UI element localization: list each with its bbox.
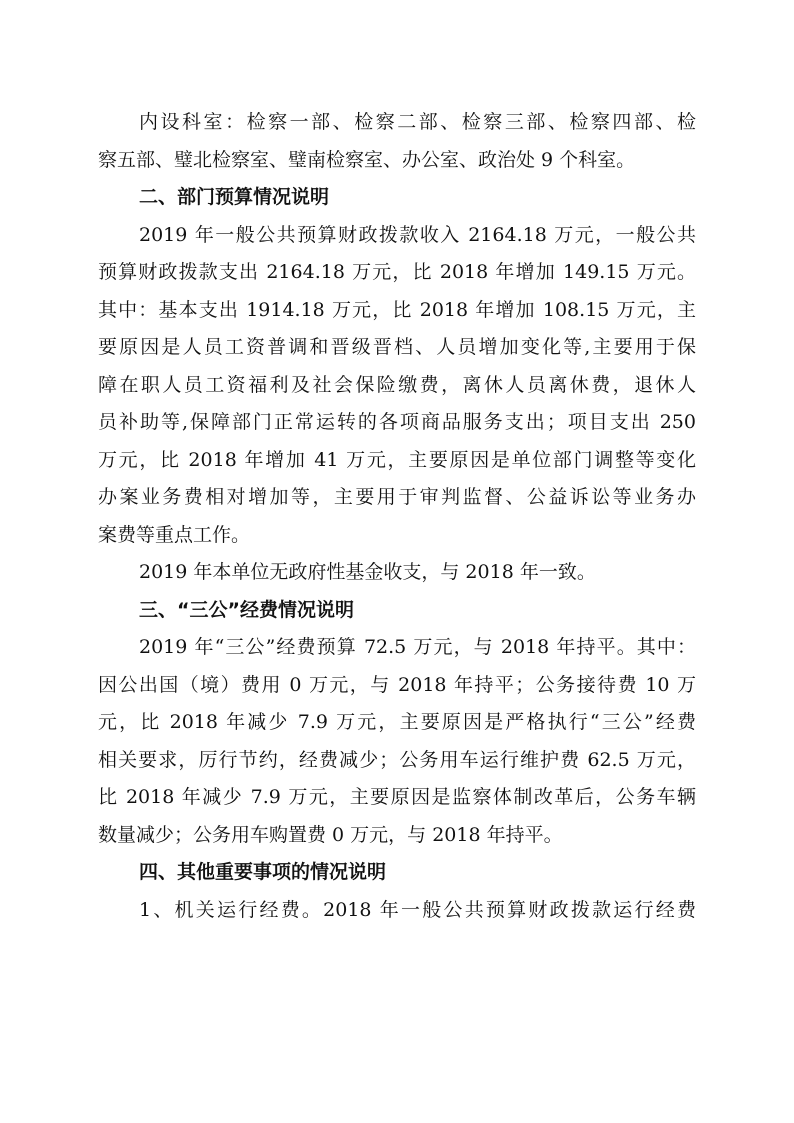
- offices-paragraph-line-2: 察五部、璧北检察室、璧南检察室、办公室、政治处 9 个科室。: [98, 148, 636, 171]
- budget-paragraph-line-3: 其中：基本支出 1914.18 万元，比 2018 年增加 108.15 万元，主: [98, 298, 696, 321]
- section-heading-other: 四、其他重要事项的情况说明: [139, 861, 387, 883]
- budget-paragraph-line-2: 预算财政拨款支出 2164.18 万元，比 2018 年增加 149.15 万元。: [98, 261, 696, 283]
- sangong-paragraph-line-1: 2019 年“三公”经费预算 72.5 万元，与 2018 年持平。其中：: [139, 636, 696, 658]
- sangong-paragraph-line-4: 相关要求，厉行节约，经费减少；公务用车运行维护费 62.5 万元，: [98, 748, 696, 771]
- budget-paragraph-line-5: 障在职人员工资福利及社会保险缴费，离休人员离休费，退休人: [98, 373, 696, 396]
- section-heading-budget: 二、部门预算情况说明: [139, 186, 330, 208]
- budget-paragraph-line-7: 万元，比 2018 年增加 41 万元，主要原因是单位部门调整等变化: [98, 448, 696, 471]
- offices-paragraph-line-1: 内设科室：检察一部、检察二部、检察三部、检察四部、检: [139, 111, 696, 133]
- sangong-paragraph-line-3: 元，比 2018 年减少 7.9 万元，主要原因是严格执行“三公”经费: [98, 711, 696, 733]
- section-heading-sangong: 三、“三公”经费情况说明: [139, 598, 354, 621]
- sangong-paragraph-line-5: 比 2018 年减少 7.9 万元，主要原因是监察体制改革后，公务车辆: [98, 786, 696, 808]
- budget-paragraph-line-8: 办案业务费相对增加等，主要用于审判监督、公益诉讼等业务办: [98, 486, 696, 508]
- budget-paragraph-line-6: 员补助等,保障部门正常运转的各项商品服务支出；项目支出 250: [98, 411, 696, 433]
- document-body: [98, 104, 696, 929]
- fund-paragraph-line-1: 2019 年本单位无政府性基金收支，与 2018 年一致。: [139, 561, 596, 583]
- sangong-paragraph-line-2: 因公出国（境）费用 0 万元，与 2018 年持平；公务接待费 10 万: [98, 673, 696, 696]
- sangong-paragraph-line-6: 数量减少；公务用车购置费 0 万元，与 2018 年持平。: [98, 823, 563, 846]
- budget-paragraph-line-9: 案费等重点工作。: [98, 523, 251, 546]
- budget-paragraph-line-1: 2019 年一般公共预算财政拨款收入 2164.18 万元，一般公共: [139, 223, 696, 246]
- operating-paragraph-line-1: 1、机关运行经费。2018 年一般公共预算财政拨款运行经费: [139, 898, 696, 921]
- budget-paragraph-line-4: 要原因是人员工资普调和晋级晋档、人员增加变化等,主要用于保: [98, 336, 696, 358]
